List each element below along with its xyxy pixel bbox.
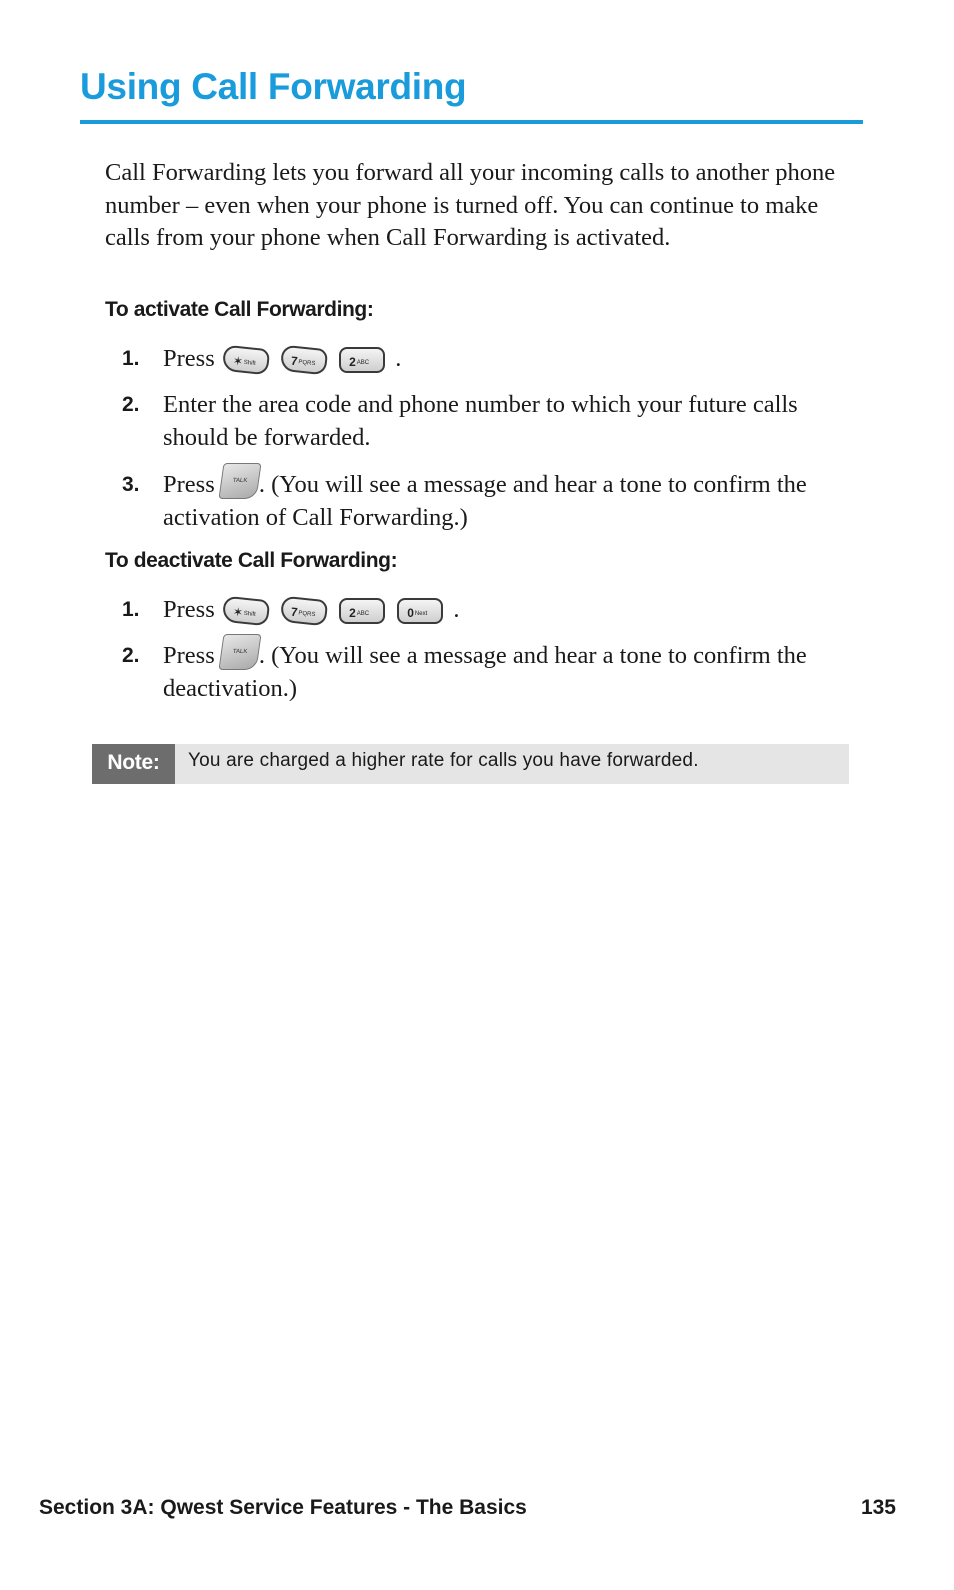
step-text-end: . (You will see a message and hear a tone to confirm the activation of Call Forwarding.) xyxy=(163,471,807,531)
step-text-end: . xyxy=(453,596,460,623)
deactivate-step-2 xyxy=(105,640,855,705)
title-underline xyxy=(80,120,863,124)
step-text: Press xyxy=(163,345,215,372)
activate-heading: To activate Call Forwarding: xyxy=(105,298,374,321)
footer-page-number: 135 xyxy=(860,1496,896,1519)
activate-step-3 xyxy=(105,469,855,534)
step-number: 1. xyxy=(122,598,140,621)
step-text: Press xyxy=(163,471,215,498)
activate-step-1 xyxy=(105,343,855,376)
note-text: You are charged a higher rate for calls you have forwarded. xyxy=(188,750,699,771)
intro-paragraph: Call Forwarding lets you forward all your incoming calls to another phone number – even when your phone is turned off. You can continue to make calls from your phone when Call Forwarding is activated. xyxy=(105,159,836,251)
step-text: Press xyxy=(163,642,215,669)
step-text: Enter the area code and phone number to which your future calls should be forwarded. xyxy=(163,391,798,451)
step-text: Press xyxy=(163,596,215,623)
footer-section-title: Section 3A: Qwest Service Features - The Basics xyxy=(39,1496,527,1519)
activate-step-2 xyxy=(105,389,855,454)
step-number: 3. xyxy=(122,473,140,496)
step-number: 1. xyxy=(122,347,140,370)
seven-pqrs-key-icon: 7PQRS xyxy=(280,596,328,627)
deactivate-step-1 xyxy=(105,594,855,627)
deactivate-heading: To deactivate Call Forwarding: xyxy=(105,549,398,572)
step-text-end: . xyxy=(395,345,402,372)
seven-pqrs-key-icon: 7PQRS xyxy=(280,345,328,376)
note-box xyxy=(92,744,849,784)
talk-key-icon: TALK xyxy=(218,463,261,499)
step-number: 2. xyxy=(122,393,140,416)
page-title: Using Call Forwarding xyxy=(80,66,467,107)
two-abc-key-icon: 2ABC xyxy=(339,598,385,624)
star-shift-key-icon: ✶Shift xyxy=(222,345,270,376)
star-shift-key-icon: ✶Shift xyxy=(222,596,270,627)
step-number: 2. xyxy=(122,644,140,667)
note-label: Note: xyxy=(92,744,175,784)
zero-next-key-icon: 0Next xyxy=(397,598,443,624)
talk-key-icon: TALK xyxy=(218,634,261,670)
two-abc-key-icon: 2ABC xyxy=(339,347,385,373)
step-text-end: . (You will see a message and hear a tone to confirm the deactivation.) xyxy=(163,642,807,702)
